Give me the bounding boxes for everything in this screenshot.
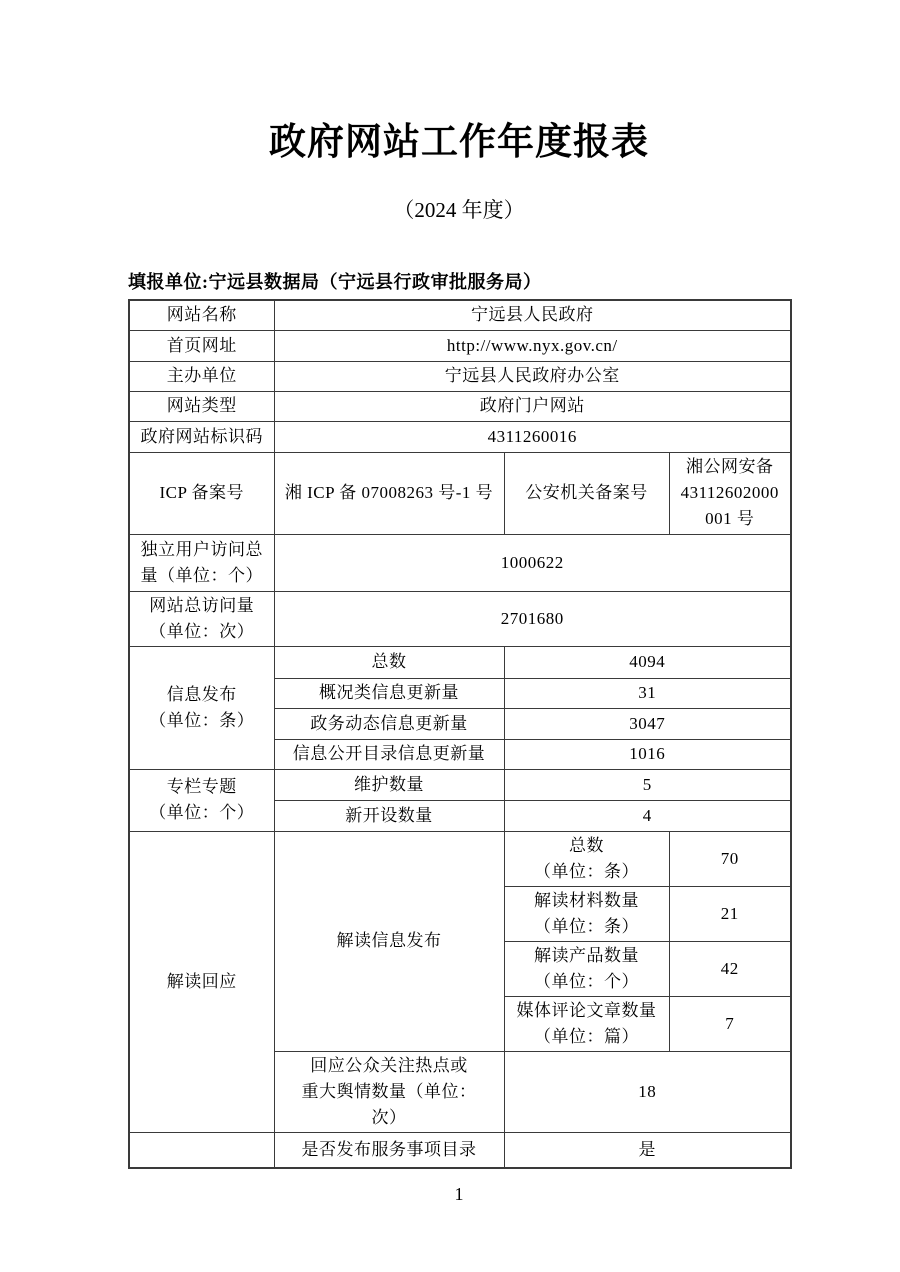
security-filing-value	[669, 452, 791, 534]
row-label: 新开设数量	[274, 800, 504, 831]
label-line: 总数	[569, 835, 604, 855]
page-number: 1	[454, 1184, 464, 1204]
row-label: 概况类信息更新量	[274, 678, 504, 708]
label-line: 网站总访问量	[149, 595, 255, 615]
label-line: 媒体评论文章数量	[516, 1000, 657, 1020]
row-value: 4	[504, 800, 791, 831]
row-value: 4311260016	[274, 421, 791, 452]
label-line: 独立用户访问总	[140, 539, 263, 559]
icp-value: 湘 ICP 备 07008263 号-1 号	[274, 452, 504, 534]
row-website-name	[129, 300, 791, 330]
info-publish-group-label	[129, 646, 274, 769]
row-interp-total	[129, 831, 791, 886]
row-icp-filing	[129, 452, 791, 534]
label-line: （单位：条）	[534, 916, 639, 936]
label-line: 量（单位：个）	[140, 565, 263, 585]
row-value: 4094	[504, 646, 791, 678]
row-value: 1000622	[274, 534, 791, 591]
row-value: 31	[504, 678, 791, 708]
row-label	[504, 996, 669, 1051]
label-line: 信息发布	[166, 684, 237, 704]
row-value: 21	[669, 886, 791, 941]
row-label: 政府网站标识码	[129, 421, 274, 452]
row-value: 42	[669, 941, 791, 996]
row-value: 5	[504, 769, 791, 800]
row-value: 7	[669, 996, 791, 1051]
row-value: 3047	[504, 708, 791, 739]
row-label	[129, 591, 274, 646]
label-line: （单位：个）	[149, 803, 255, 822]
row-value: 是	[504, 1132, 791, 1168]
row-label: 首页网址	[129, 330, 274, 361]
label-line: 专栏专题	[166, 777, 237, 796]
document-content	[128, 0, 790, 1169]
row-homepage-url	[129, 330, 791, 361]
row-value: 宁远县人民政府	[274, 300, 791, 330]
row-info-total	[129, 646, 791, 678]
special-column-group-label	[129, 769, 274, 831]
row-label: 是否发布服务事项目录	[274, 1132, 504, 1168]
row-label: 总数	[274, 646, 504, 678]
report-unit-line: 填报单位:宁远县数据局（宁远县行政审批服务局）	[128, 272, 542, 292]
label-line: （单位：个）	[534, 971, 639, 991]
row-value: 宁远县人民政府办公室	[274, 361, 791, 391]
interpretation-group-label: 解读回应	[129, 831, 274, 1132]
row-label: 维护数量	[274, 769, 504, 800]
row-label: 主办单位	[129, 361, 274, 391]
label-line: （单位：次）	[149, 621, 255, 641]
row-label	[504, 831, 669, 886]
row-label	[274, 1051, 504, 1132]
security-filing-line: 湘公网安备	[686, 457, 774, 476]
row-label: 信息公开目录信息更新量	[274, 739, 504, 769]
security-filing-label: 公安机关备案号	[504, 452, 669, 534]
row-label	[504, 941, 669, 996]
page-title: 政府网站工作年度报表	[269, 122, 649, 163]
row-label: 网站类型	[129, 391, 274, 421]
label-line: （单位：篇）	[534, 1026, 639, 1046]
row-host-unit	[129, 361, 791, 391]
security-filing-line: 001 号	[705, 509, 755, 528]
icp-label: ICP 备案号	[129, 452, 274, 534]
row-site-id-code	[129, 421, 791, 452]
label-line: 回应公众关注热点或	[310, 1055, 468, 1075]
row-value: 政府门户网站	[274, 391, 791, 421]
security-filing-line: 43112602000	[680, 483, 779, 502]
row-value: 2701680	[274, 591, 791, 646]
row-total-visits	[129, 591, 791, 646]
row-value: 1016	[504, 739, 791, 769]
label-line: 解读材料数量	[534, 890, 639, 910]
row-label: 网站名称	[129, 300, 274, 330]
interpretation-publish-label: 解读信息发布	[274, 831, 504, 1051]
row-value: http://www.nyx.gov.cn/	[274, 330, 791, 361]
row-column-maintained	[129, 769, 791, 800]
row-website-type	[129, 391, 791, 421]
label-line: 重大舆情数量（单位：	[301, 1081, 477, 1101]
label-line: （单位：条）	[149, 710, 255, 730]
row-unique-visitors	[129, 534, 791, 591]
label-line: （单位：条）	[534, 861, 639, 881]
row-value: 70	[669, 831, 791, 886]
empty-cell	[129, 1132, 274, 1168]
row-label: 政务动态信息更新量	[274, 708, 504, 739]
row-label	[129, 534, 274, 591]
page-subtitle: （2024 年度）	[393, 198, 525, 222]
row-service-directory	[129, 1132, 791, 1168]
row-value: 18	[504, 1051, 791, 1132]
label-line: 次）	[371, 1107, 407, 1127]
label-line: 解读产品数量	[534, 945, 639, 965]
annual-report-table	[128, 299, 792, 1169]
row-label	[504, 886, 669, 941]
